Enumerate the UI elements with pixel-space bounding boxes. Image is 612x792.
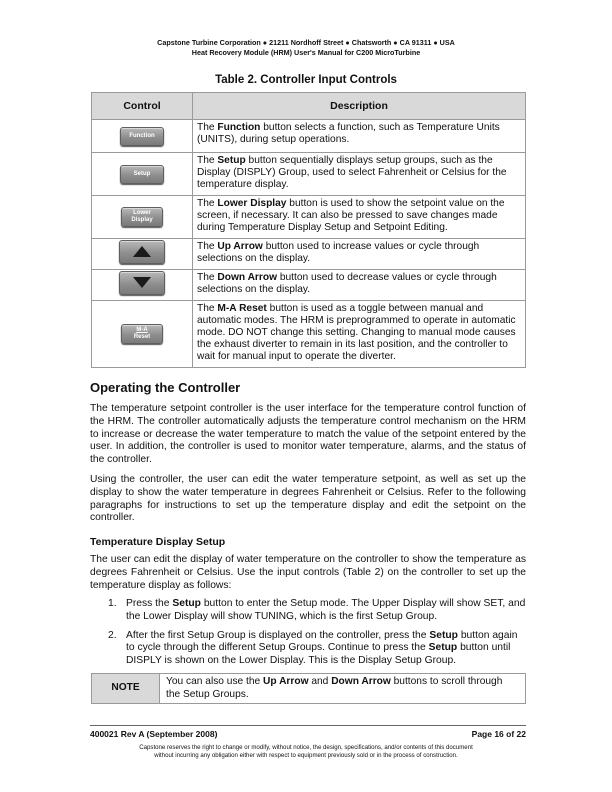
- table-row: [92, 120, 526, 153]
- subsection-paragraph: The user can edit the display of water temperature on the controller to show the temperature as degrees Fahrenheit or Celsius. Use the input controls (Table 2) on the controller to set up the temperature display as follows:: [90, 554, 526, 591]
- description-cell: The Lower Display button is used to show the setpoint value on the screen, if necessary. It can also be pressed to save changes made during Temperature Display Setup and Setpoint Editing.: [193, 196, 526, 239]
- description-cell: The Down Arrow button used to decrease values or cycle through selections on the display.: [193, 270, 526, 301]
- control-cell: [92, 196, 193, 239]
- header-company-line: Capstone Turbine Corporation ● 21211 Nordhoff Street ● Chatsworth ● CA 91311 ● USA: [157, 38, 455, 47]
- up-arrow-button-image: [119, 240, 165, 264]
- control-cell: [92, 270, 193, 301]
- footer-disclaimer: Capstone reserves the right to change or modify, without notice, the design, specifications, and/or contents of this document without incurring any obligation either with respect to equipment previously sold or in the process of construction.: [139, 744, 473, 759]
- control-cell: [92, 120, 193, 153]
- control-cell: [92, 239, 193, 270]
- control-cell: [92, 153, 193, 196]
- function-button-image: Function: [120, 127, 164, 146]
- description-cell: The Up Arrow button used to increase values or cycle through selections on the display.: [193, 239, 526, 270]
- table-title: Table 2. Controller Input Controls: [215, 74, 397, 86]
- subsection-title: Temperature Display Setup: [90, 536, 226, 548]
- note-text: You can also use the Up Arrow and Down Arrow buttons to scroll through the Setup Groups.: [160, 674, 526, 704]
- description-cell: The Function button selects a function, such as Temperature Units (UNITS), during setup operations.: [193, 120, 526, 153]
- up-arrow-icon: [131, 243, 153, 260]
- controller-input-controls-table: [91, 92, 526, 368]
- description-cell: The Setup button sequentially displays setup groups, such as the Display (DISPLY) Group, used to select Fahrenheit or Celsius for the temperature display.: [193, 153, 526, 196]
- table-row: [92, 270, 526, 301]
- table-row: [92, 153, 526, 196]
- section-paragraph-2: Using the controller, the user can edit the water temperature setpoint, as well as set up the display to show the water temperature in degrees Fahrenheit or Celsius. Refer to the following paragraphs for instructions to set up the temperature display and edit the setpoint on the controller.: [90, 474, 526, 524]
- setup-steps-list: [90, 598, 526, 674]
- note-label: NOTE: [92, 674, 160, 704]
- section-paragraph-1: The temperature setpoint controller is the user interface for the temperature control function of the HRM. The controller automatically adjusts the temperature control mechanism on the HRM to increase or decrease the water temperature to match the value of the setpoint entered by the user. In addition, the controller is used to monitor water temperature, alarms, and the status of the controller.: [90, 403, 526, 466]
- description-cell: The M-A Reset button is used as a toggle between manual and automatic modes. The HRM is preprogrammed to operate in automatic mode. DO NOT change this setting. Changing to manual mode causes the exhaust diverter to remain in its last position, and the controller to wait for manual input to operate the diverter.: [193, 301, 526, 368]
- footer-doc-revision: 400021 Rev A (September 2008): [90, 729, 218, 739]
- lower-display-button-image: Lower Display: [121, 207, 163, 227]
- table-row: [92, 239, 526, 270]
- column-header-control: Control: [92, 93, 193, 120]
- section-title: Operating the Controller: [90, 380, 241, 395]
- column-header-description: Description: [193, 93, 526, 120]
- footer-page-number: Page 16 of 22: [471, 729, 526, 739]
- footer-divider: [90, 725, 526, 726]
- control-cell: [92, 301, 193, 368]
- table-header-row: [92, 93, 526, 120]
- m-a-reset-button-image: M-A Reset: [121, 324, 163, 344]
- list-item: 1. Press the Setup button to enter the Setup mode. The Upper Display will show SET, and the Lower Display will show TUNING, which is the first Setup Group.: [108, 598, 526, 622]
- down-arrow-icon: [131, 274, 153, 291]
- list-item: 2. After the first Setup Group is displayed on the controller, press the Setup button again to cycle through the different Setup Groups. Continue to press the Setup button until DISPLY is shown on the Lower Display. This is the Display Setup Group.: [108, 629, 518, 667]
- table-row: [92, 301, 526, 368]
- table-row: [92, 196, 526, 239]
- down-arrow-button-image: [119, 271, 165, 295]
- header-manual-title: Heat Recovery Module (HRM) User's Manual for C200 MicroTurbine: [191, 48, 421, 57]
- note-box: [91, 673, 526, 704]
- setup-button-image: Setup: [120, 165, 164, 184]
